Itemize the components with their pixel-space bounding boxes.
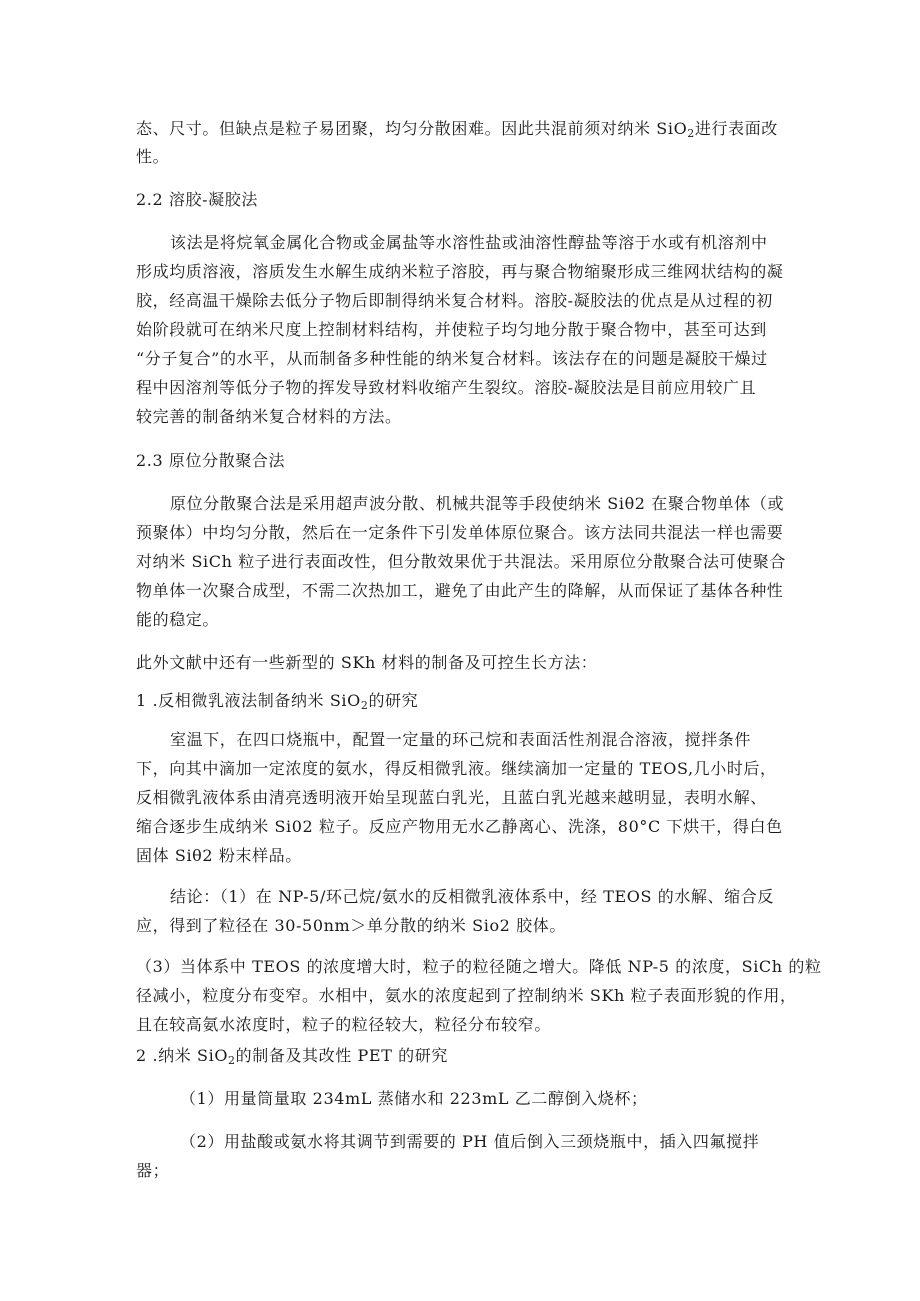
study-heading: 2 .纳米 SiO$_2$的制备及其改性 PET 的研究 (136, 1046, 448, 1067)
section-heading: 2.2 溶胶-凝胶法 (136, 190, 258, 209)
paragraph-line: “分子复合”的水平，从而制备多种性能的纳米复合材料。该法存在的问题是凝胶干燥过 (136, 349, 768, 368)
paragraph-line: 原位分散聚合法是采用超声波分散、机械共混等手段使纳米 Siθ2 在聚合物单体（或 (170, 494, 785, 513)
paragraph-line: 较完善的制备纳米复合材料的方法。 (136, 407, 402, 426)
paragraph-line: 能的稳定。 (136, 610, 220, 629)
study-heading: 1 .反相微乳液法制备纳米 SiO$_2$的研究 (136, 691, 419, 712)
paragraph-line: 胶，经高温干燥除去低分子物后即制得纳米复合材料。溶胶-凝胶法的优点是从过程的初 (136, 291, 773, 310)
conclusion-line: 结论：（1）在 NP-5/环己烷/氨水的反相微乳液体系中，经 TEOS 的水解、缩合反 (170, 887, 774, 906)
paragraph-line: 此外文献中还有一些新型的 SKh 材料的制备及可控生长方法： (136, 653, 598, 672)
paragraph-line: 态、尺寸。但缺点是粒子易团聚，均匀分散困难。因此共混前须对纳米 SiO$_2$进行表面改 (136, 119, 778, 140)
step-line: （2）用盐酸或氨水将其调节到需要的 PH 值后倒入三颈烧瓶中，插入四氟搅拌 (180, 1132, 760, 1151)
step-line: 器； (136, 1161, 170, 1180)
paragraph-line: 室温下，在四口烧瓶中，配置一定量的环己烷和表面活性剂混合溶液，搅拌条件 (170, 730, 752, 749)
paragraph-line: 程中因溶剂等低分子物的挥发导致材料收缩产生裂纹。溶胶-凝胶法是目前应用较广且 (136, 378, 757, 397)
section-heading: 2.3 原位分散聚合法 (136, 451, 286, 470)
paragraph-line: 物单体一次聚合成型，不需二次热加工，避免了由此产生的降解，从而保证了基体各种性 (136, 581, 784, 600)
paragraph-line: 下，向其中滴加一定浓度的氨水，得反相微乳液。继续滴加一定量的 TEOS,几小时后， (136, 759, 777, 778)
paragraph-line: 固体 Siθ2 粉末样品。 (136, 846, 302, 865)
paragraph-line: 预聚体）中均匀分散，然后在一定条件下引发单体原位聚合。该方法同共混法一样也需要 (136, 523, 784, 542)
step-line: （1）用量筒量取 234mL 蒸储水和 223mL 乙二醇倒入烧杯； (180, 1089, 648, 1108)
paragraph-line: 反相微乳液体系由清亮透明液开始呈现蓝白乳光，且蓝白乳光越来越明显，表明水解、 (136, 788, 767, 807)
paragraph-line: （3）当体系中 TEOS 的浓度增大时，粒子的粒径随之增大。降低 NP-5 的浓度，SiCh 的粒 (136, 957, 822, 976)
conclusion-line: 应，得到了粒径在 30-50nm＞单分散的纳米 Sio2 胶体。 (136, 916, 566, 935)
paragraph-line: 径减小，粒度分布变窄。水相中，氨水的浓度起到了控制纳米 SKh 粒子表面形貌的作用， (136, 986, 797, 1005)
paragraph-line: 且在较高氨水浓度时，粒子的粒径较大，粒径分布较窄。 (136, 1015, 552, 1034)
paragraph-line: 形成均质溶液，溶质发生水解生成纳米粒子溶胶，再与聚合物缩聚形成三维网状结构的凝 (136, 262, 784, 281)
paragraph-line: 缩合逐步生成纳米 Si02 粒子。反应产物用无水乙静离心、洗涤，80°C 下烘干，得白色 (136, 817, 783, 836)
paragraph-line: 该法是将烷氧金属化合物或金属盐等水溶性盐或油溶性醇盐等溶于水或有机溶剂中 (170, 233, 768, 252)
paragraph-line: 对纳米 SiCh 粒子进行表面改性，但分散效果优于共混法。采用原位分散聚合法可使聚合 (136, 552, 786, 571)
paragraph-line: 始阶段就可在纳米尺度上控制材料结构，并使粒子均匀地分散于聚合物中，甚至可达到 (136, 320, 767, 339)
paragraph-line: 性。 (136, 147, 170, 166)
